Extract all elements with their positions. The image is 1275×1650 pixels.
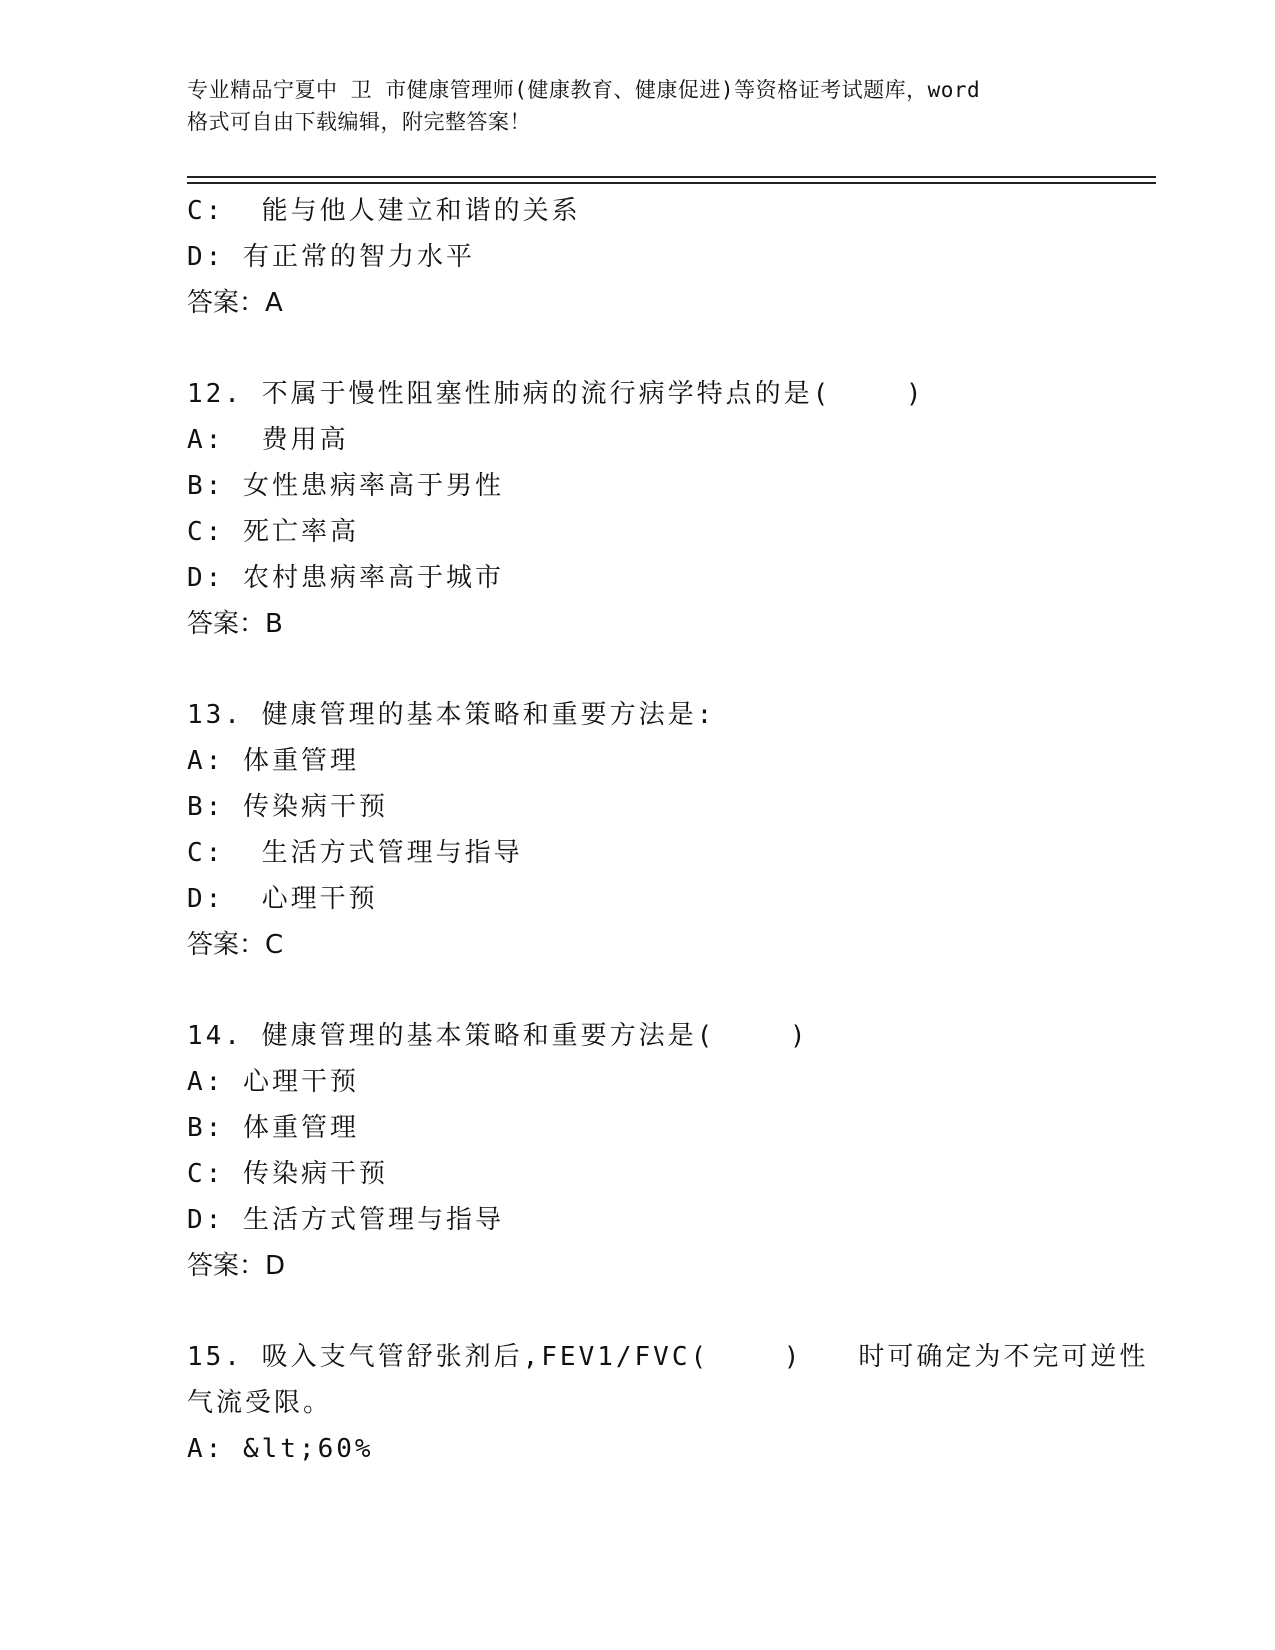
header-divider-bottom [187, 182, 1156, 184]
answer-line: 答案：D [187, 1251, 286, 1281]
header-divider-top [187, 176, 1156, 178]
question-13 [187, 692, 1087, 968]
question-stem-line-1: 15. 吸入支气管舒张剂后,FEV1/FVC( ) 时可确定为不完可逆性 [187, 1342, 1149, 1372]
option-c: C: 生活方式管理与指导 [187, 838, 523, 868]
option-d: D: 有正常的智力水平 [187, 242, 475, 272]
option-a: A: 费用高 [187, 425, 349, 455]
option-d: D: 生活方式管理与指导 [187, 1205, 504, 1235]
option-c: C: 能与他人建立和谐的关系 [187, 196, 581, 226]
question-14 [187, 1013, 1087, 1289]
option-b: B: 女性患病率高于男性 [187, 471, 504, 501]
answer-line: 答案：A [187, 288, 283, 318]
option-d: D: 农村患病率高于城市 [187, 563, 504, 593]
question-stem-line-2: 气流受限。 [187, 1388, 333, 1418]
spacer [187, 968, 1087, 1013]
option-a: A: 体重管理 [187, 746, 359, 776]
option-c: C: 死亡率高 [187, 517, 359, 547]
spacer [187, 647, 1087, 692]
spacer [187, 326, 1087, 371]
option-b: B: 传染病干预 [187, 792, 388, 822]
option-a: A: &lt;60% [187, 1434, 374, 1464]
question-stem: 12. 不属于慢性阻塞性肺病的流行病学特点的是( ) [187, 379, 925, 409]
question-11-tail [187, 188, 1087, 326]
header-line-2: 格式可自由下载编辑，附完整答案！ [187, 110, 531, 134]
option-c: C: 传染病干预 [187, 1159, 388, 1189]
document-header [187, 74, 1087, 138]
option-b: B: 体重管理 [187, 1113, 359, 1143]
question-list [187, 188, 1149, 1472]
answer-line: 答案：C [187, 930, 284, 960]
spacer [187, 1289, 1087, 1334]
question-stem: 14. 健康管理的基本策略和重要方法是( ) [187, 1021, 809, 1051]
option-a: A: 心理干预 [187, 1067, 359, 1097]
question-15 [187, 1334, 1149, 1472]
question-stem: 13. 健康管理的基本策略和重要方法是: [187, 700, 716, 730]
answer-line: 答案：B [187, 609, 283, 639]
question-12 [187, 371, 1087, 647]
option-d: D: 心理干预 [187, 884, 378, 914]
header-line-1: 专业精品宁夏中 卫 市健康管理师(健康教育、健康促进)等资格证考试题库，word [187, 78, 981, 102]
